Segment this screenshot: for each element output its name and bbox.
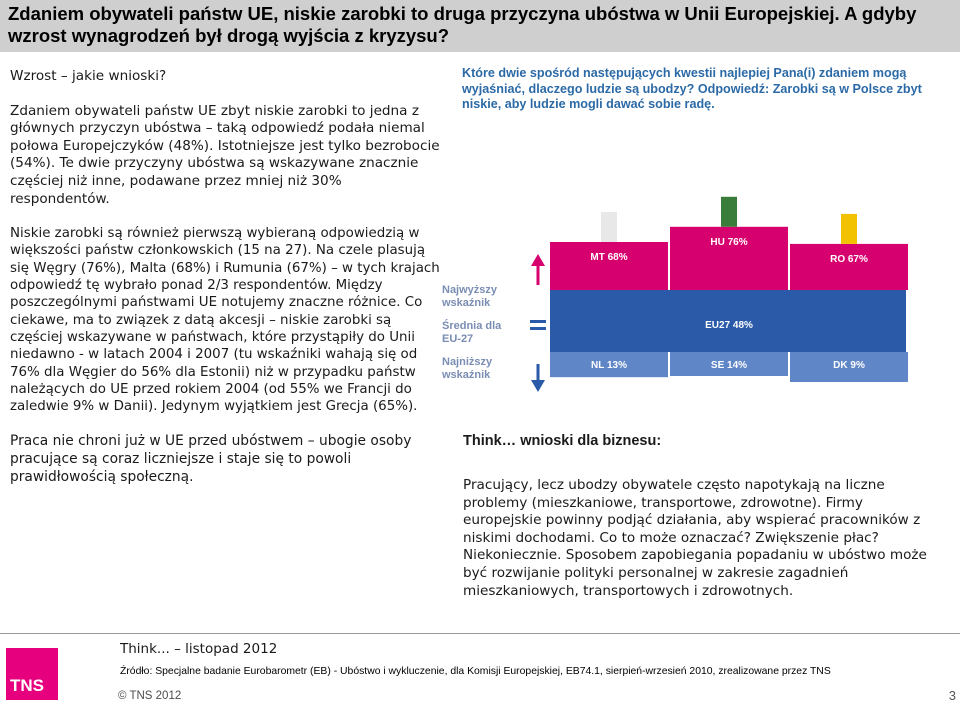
logo-text: TNS [10, 676, 44, 695]
legend-arrows [530, 254, 546, 392]
paragraph-1: Zdaniem obywateli państw UE zbyt niskie zarobki to jedna z głównych przyczyn ubóstwa – taką odpowiedź podała niemal połowa Europejczyków (48%). Istotniejsze jest tylko bezrobocie (54%). Te dwie przyczyny ubóstwa są wskazywane znacznie częściej niż inne, podawane przez mniej niż 30% respondentów. [10, 102, 440, 207]
up-arrow-icon [531, 254, 545, 285]
label-mt: MT 68% [590, 252, 628, 263]
footer-think: Think... – listopad 2012 [120, 641, 278, 657]
think-body: Pracujący, lecz ubodzy obywatele często napotykają na liczne problemy (mieszkaniowe, transportowe, zdrowotne). Firmy europejskie powinny podjąć działania, aby wspierać pracowników z niskimi dochodami. Co to może oznaczać? Zwiększenie płac? Niekoniecznie. Sposobem zapobiegania popadaniu w ubóstwo może być rozwijanie polityki personalnej w zakresie zagadnień mieszkaniowych, transportowych i zdrowotnych. [463, 477, 927, 599]
label-eu27: EU27 48% [705, 320, 753, 331]
paragraph-2: Niskie zarobki są również pierwszą wybieraną odpowiedzią w większości państw członkowskich (15 na 27). Na czele plasują się Węgry (76%), Malta (68%) i Rumunia (67%) – w tych krajach odpowiedź tę wybrało ponad 2/3 respondentów. Między poszczególnymi państwami UE notujemy znaczne różnice. Co ciekawe, ma to związek z datą akcesji – niskie zarobki są częściej wskazywane w państwach, które przystąpiły do Unii niedawno - w latach 2004 i 2007 (tu wskaźniki wahają się od 76% dla Węgier do 56% dla Estonii) niż w przypadku państw należących do UE przed rokiem 2004 (od 55% we Francji do zaledwie 9% w Danii). Jedynym wyjątkiem jest Grecja (65%). [10, 226, 440, 415]
equal-icon [530, 320, 546, 330]
footer-source: Źródło: Specjalne badanie Eurobarometr (EB) - Ubóstwo i wykluczenie, dla Komisji Europejskiej, EB74.1, sierpień-wrzesień 2010, zrealizowane przez TNS [120, 666, 831, 677]
question-text: Które dwie spośród następujących kwestii najlepiej Pana(i) zdaniem mogą wyjaśniać, dlaczego ludzie są ubodzy? [462, 66, 907, 96]
label-ro: RO 67% [830, 253, 868, 265]
label-dk: DK 9% [833, 360, 865, 371]
legend-avg: Średnia dla EU-27 [442, 320, 502, 345]
tns-logo [6, 648, 58, 700]
bar-ro [790, 244, 908, 290]
footer-copyright: © TNS 2012 [118, 690, 182, 702]
flag-mt [601, 212, 617, 242]
paragraph-3: Praca nie chroni już w UE przed ubóstwem – ubogie osoby pracujące są coraz liczniejsze i staje się to powoli prawidłowością społeczną. [10, 433, 412, 485]
think-heading: Think… wnioski dla biznesu: [463, 433, 662, 449]
title-bar [0, 0, 960, 52]
chart-area [432, 150, 960, 410]
left-column [10, 68, 445, 503]
bars-group [550, 197, 908, 382]
legend-low: Najniższy wskaźnik [442, 356, 493, 381]
survey-question [462, 66, 952, 113]
footer-divider [0, 633, 960, 634]
page-title: Zdaniem obywateli państw UE, niskie zarobki to druga przyczyna ubóstwa w Unii Europejskiej. A gdyby wzrost wynagrodzeń był drogą wyjścia z kryzysu? [8, 3, 917, 46]
bar-mt [550, 242, 668, 290]
legend-high: Najwyższy wskaźnik [442, 284, 498, 309]
down-arrow-icon [531, 364, 545, 392]
page-number: 3 [948, 688, 956, 703]
flag-hu [721, 197, 737, 227]
label-nl: NL 13% [591, 360, 627, 371]
answer-text: Odpowiedź: Zarobki są w Polsce zbyt niskie, aby ludzie mogli dawać sobie radę. [462, 81, 922, 112]
flag-ro [841, 214, 857, 244]
label-hu: HU 76% [710, 236, 748, 248]
label-se: SE 14% [710, 360, 748, 371]
lead-text: Wzrost – jakie wnioski? [10, 68, 167, 84]
